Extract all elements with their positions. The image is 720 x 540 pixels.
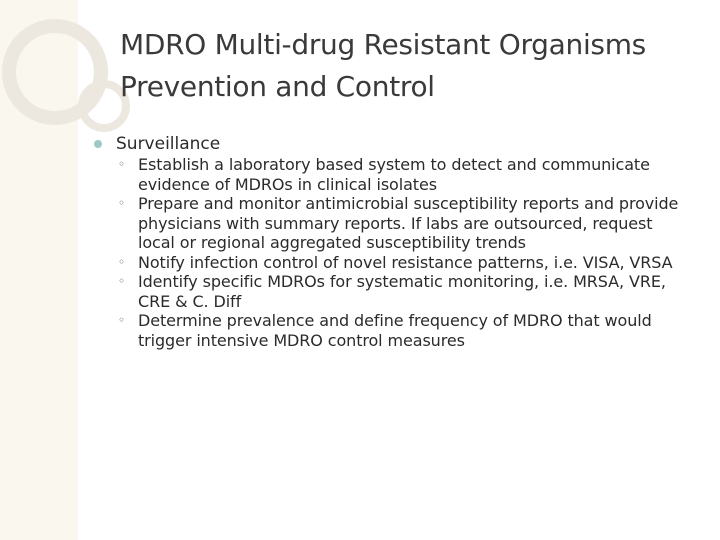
decorative-ring-large [9, 26, 101, 118]
sub-bullet-item [92, 253, 692, 273]
sub-bullet-item [92, 311, 692, 350]
ring-bullet-icon: ◦ [118, 313, 125, 327]
ring-bullet-icon: ◦ [118, 274, 125, 288]
slide-content [92, 133, 692, 350]
sub-bullet-text: Identify specific MDROs for systematic monitoring, i.e. MRSA, VRE, CRE & C. Diff [138, 272, 666, 311]
slide-title [120, 24, 710, 108]
bullet-dot-icon [94, 140, 102, 148]
sub-bullet-text: Establish a laboratory based system to detect and communicate evidence of MDROs in clinical isolates [138, 155, 650, 194]
sub-bullet-text: Determine prevalence and define frequency of MDRO that would trigger intensive MDRO control measures [138, 311, 652, 350]
sub-bullet-item [92, 155, 692, 194]
ring-bullet-icon: ◦ [118, 157, 125, 171]
title-line-2: Prevention and Control [120, 70, 435, 103]
ring-bullet-icon: ◦ [118, 254, 125, 269]
ring-bullet-icon: ◦ [118, 196, 125, 210]
sub-bullet-text: Notify infection control of novel resistance patterns, i.e. VISA, VRSA [138, 252, 673, 272]
sub-bullet-list [92, 155, 692, 350]
sub-bullet-text: Prepare and monitor antimicrobial susceptibility reports and provide physicians with summary reports. If labs are outsourced, request local or regional aggregated susceptibility trends [138, 194, 679, 252]
bullet-surveillance [92, 133, 692, 155]
title-line-1: MDRO Multi-drug Resistant Organisms [120, 28, 646, 61]
sub-bullet-item [92, 272, 692, 311]
section-heading: Surveillance [116, 134, 221, 154]
sub-bullet-item [92, 194, 692, 253]
